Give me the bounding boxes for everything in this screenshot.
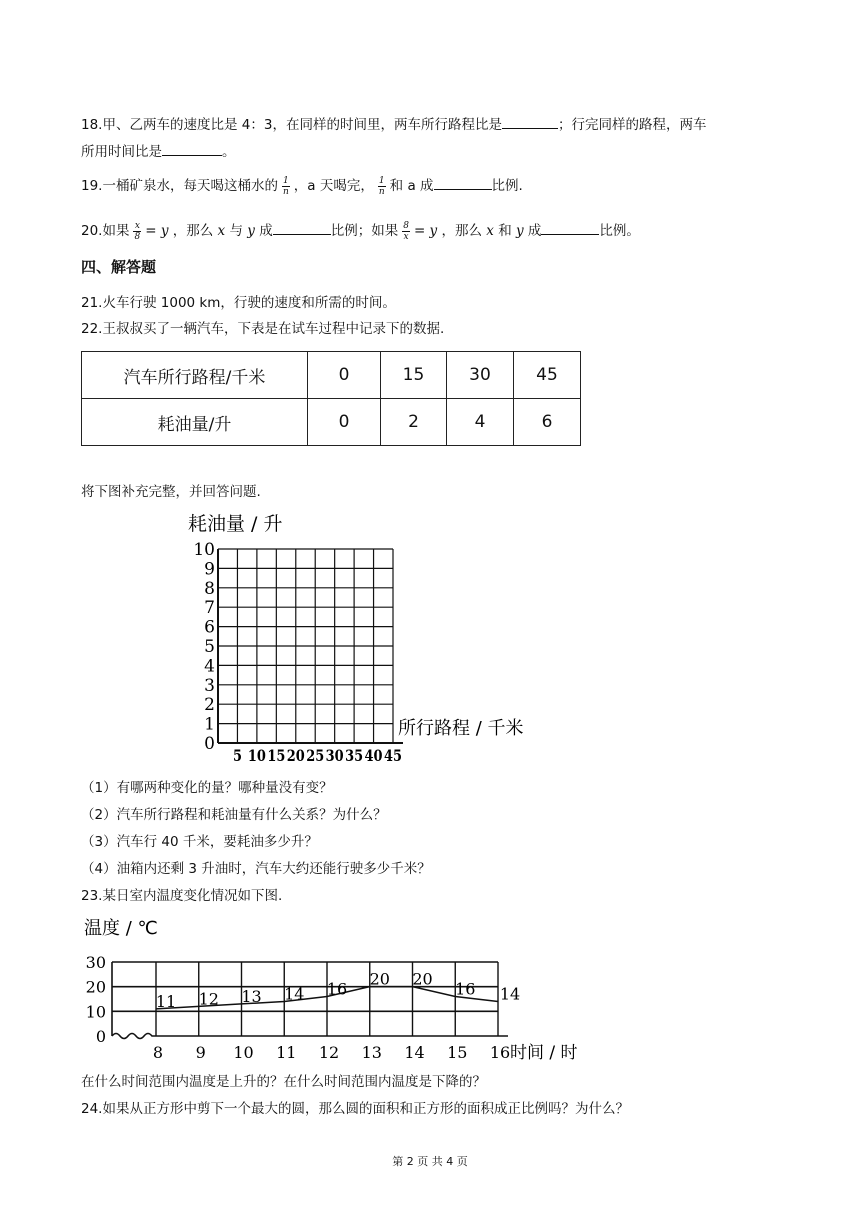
q19-text-mid: ，a 天喝完， (293, 178, 374, 194)
q20-text: ，那么 (172, 223, 214, 239)
x-tick-label: 15 (447, 1043, 468, 1062)
answer-blank[interactable] (541, 220, 599, 235)
data-label: 11 (155, 991, 177, 1011)
x-tick-label: 20 (286, 746, 305, 765)
sub-question: （3）汽车行 40 千米，要耗油多少升？ (81, 834, 318, 850)
x-tick-label: 30 (325, 746, 344, 765)
table-cell: 6 (514, 399, 581, 446)
answer-blank[interactable] (434, 175, 492, 190)
question-19 (81, 175, 523, 197)
table-cell: 30 (447, 352, 514, 399)
table-cell: 4 (447, 399, 514, 446)
equation-rhs: = y (413, 223, 438, 239)
question-23: 23.某日室内温度变化情况如下图. (81, 888, 283, 904)
x-tick-label: 15 (267, 746, 286, 765)
y-tick-label: 0 (204, 734, 215, 754)
q18-text-line2: 所用时间比是 (81, 144, 162, 160)
x-axis-title: 时间 / 时 (510, 1043, 578, 1063)
data-label: 20 (412, 969, 433, 989)
q20-text: 成 (527, 223, 542, 239)
data-label: 13 (241, 986, 262, 1006)
y-tick-label: 4 (204, 656, 215, 677)
y-tick-label: 1 (204, 714, 215, 735)
y-tick-label: 30 (85, 953, 106, 972)
question-21: 21.火车行驶 1000 km，行驶的速度和所需的时间。 (81, 295, 396, 311)
q19-text-mid2: 和 a 成 (389, 178, 434, 194)
question-24: 24.如果从正方形中剪下一个最大的圆，那么圆的面积和正方形的面积成正比例吗？为什么？ (81, 1101, 629, 1117)
q20-text: 比例；如果 (330, 223, 399, 239)
answer-blank[interactable] (502, 114, 558, 129)
question-23-ask: 在什么时间范围内温度是上升的？在什么时间范围内温度是下降的？ (81, 1074, 486, 1090)
q18-text: 18.甲、乙两车的速度比是 4：3，在同样的时间里，两车所行路程比是 (81, 117, 502, 133)
data-label: 14 (284, 984, 305, 1004)
x-tick-label: 5 (232, 746, 242, 765)
x-tick-label: 8 (152, 1043, 164, 1062)
y-tick-label: 7 (204, 598, 215, 619)
equation-rhs: = y (145, 223, 169, 239)
q20-text: ，那么 (441, 223, 482, 239)
fraction: $\frac{8}{x}$ (403, 220, 409, 242)
table-row (82, 352, 581, 399)
y-axis-title: 温度 / ℃ (84, 918, 158, 939)
x-tick-label: 10 (247, 746, 266, 765)
q18-text-mid: ；行完同样的路程，两车 (557, 117, 707, 133)
fraction: $\frac{1}{n}$ (282, 175, 289, 197)
data-label: 16 (326, 979, 348, 999)
var-x: x (486, 223, 494, 239)
table-cell: 0 (308, 352, 381, 399)
y-tick-label: 6 (204, 617, 215, 638)
fraction: $\frac{1}{n}$ (378, 175, 385, 197)
sub-question: （1）有哪两种变化的量？哪种量没有变？ (81, 780, 333, 796)
y-axis-title: 耗油量 / 升 (188, 513, 283, 535)
section-heading: 四、解答题 (81, 258, 157, 276)
table-cell: 0 (308, 399, 381, 446)
y-tick-label: 9 (204, 559, 215, 580)
answer-blank[interactable] (162, 141, 222, 156)
table-cell: 2 (381, 399, 447, 446)
page-footer: 第 2 页 共 4 页 (392, 1155, 468, 1168)
x-tick-label: 11 (276, 1043, 297, 1062)
q18-text-suffix: 。 (222, 144, 236, 160)
x-tick-label: 13 (361, 1043, 382, 1062)
data-label: 12 (198, 989, 219, 1009)
data-label: 14 (499, 984, 521, 1004)
y-tick-label: 5 (204, 637, 215, 657)
y-tick-label: 2 (204, 695, 215, 716)
q20-text: 与 (229, 223, 243, 239)
q19-text: 19.一桶矿泉水，每天喝这桶水的 (81, 178, 278, 194)
y-tick-label: 0 (95, 1027, 106, 1046)
table-cell: 汽车所行路程/千米 (82, 352, 308, 399)
x-tick-label: 35 (345, 746, 364, 765)
y-tick-label: 10 (193, 540, 215, 560)
var-y: y (247, 223, 255, 239)
data-label: 16 (455, 979, 476, 999)
var-x: x (217, 223, 226, 239)
sub-question: （4）油箱内还剩 3 升油时，汽车大约还能行驶多少千米？ (81, 861, 431, 877)
q20-text: 比例。 (599, 223, 640, 239)
var-y: y (515, 223, 524, 239)
x-axis-break (112, 1034, 508, 1039)
y-tick-label: 20 (85, 977, 106, 997)
table-cell: 耗油量/升 (82, 399, 308, 446)
q20-text: 和 (498, 223, 512, 239)
answer-blank[interactable] (273, 220, 331, 235)
table-row (82, 399, 581, 446)
sub-question: （2）汽车所行路程和耗油量有什么关系？为什么？ (81, 807, 387, 823)
fuel-grid-chart (170, 508, 550, 768)
y-tick-label: 8 (204, 578, 215, 599)
x-tick-label: 45 (384, 746, 402, 765)
q20-text: 20.如果 (81, 223, 130, 239)
question-22: 22.王叔叔买了一辆汽车，下表是在试车过程中记录下的数据. (81, 321, 445, 337)
table-cell: 15 (381, 352, 447, 399)
x-tick-label: 10 (233, 1043, 254, 1062)
chart-instruction: 将下图补充完整，并回答问题. (81, 484, 261, 500)
x-axis-title: 所行路程 / 千米 (398, 718, 524, 739)
q19-text-suffix: 比例. (491, 178, 523, 194)
temperature-chart (80, 910, 600, 1070)
question-18-line2 (81, 141, 236, 162)
q20-text: 成 (259, 223, 273, 239)
data-label: 20 (369, 969, 390, 989)
question-18-line1 (81, 114, 706, 135)
x-tick-label: 12 (318, 1043, 340, 1062)
x-tick-label: 9 (195, 1043, 206, 1062)
fraction: $\frac{x}{8}$ (134, 220, 141, 242)
y-tick-label: 10 (85, 1002, 106, 1022)
y-tick-label: 3 (204, 675, 215, 696)
data-table (81, 351, 581, 446)
x-tick-label: 16 (489, 1043, 511, 1062)
question-20 (81, 220, 640, 242)
x-tick-label: 25 (306, 746, 325, 765)
table-cell: 45 (514, 352, 581, 399)
x-tick-label: 40 (364, 746, 383, 765)
x-tick-label: 14 (404, 1043, 425, 1062)
